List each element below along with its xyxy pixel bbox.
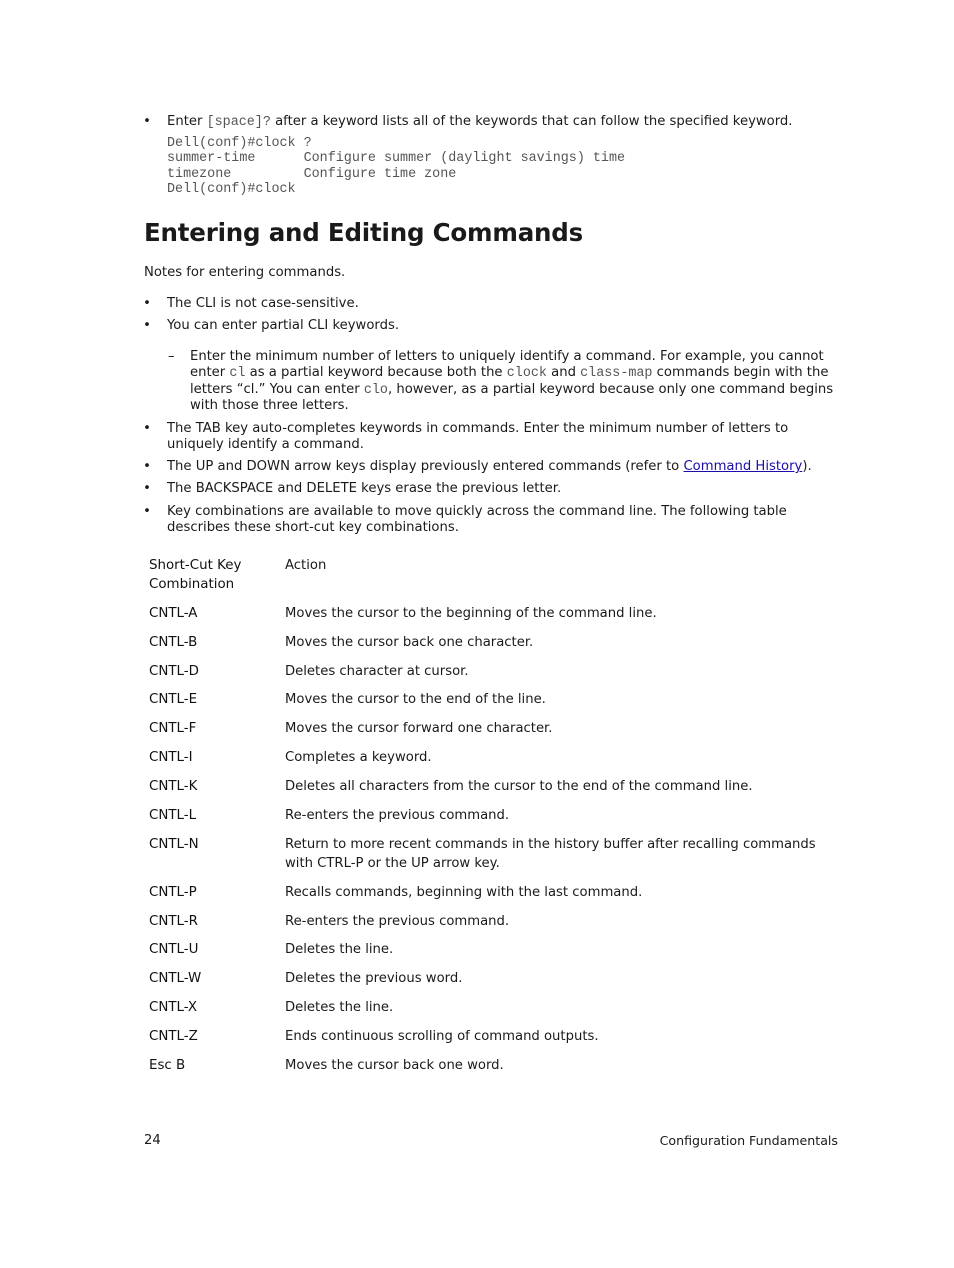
command-history-link[interactable]: Command History	[683, 459, 803, 474]
bullet-case: The CLI is not case-sensitive.	[167, 296, 359, 311]
row-action: Moves the cursor to the beginning of the command line.	[285, 606, 657, 621]
bullet-dot: •	[143, 421, 151, 436]
text: letters “cl.” You can enter	[190, 382, 364, 397]
row-action: Moves the cursor back one character.	[285, 635, 534, 650]
row-key: CNTL-E	[149, 692, 198, 707]
bullet-dot: •	[143, 459, 151, 474]
intro-bullet-text	[167, 114, 792, 131]
row-action: Moves the cursor forward one character.	[285, 721, 553, 736]
inline-code: clock	[506, 366, 547, 381]
sub-line-2	[190, 365, 828, 382]
text: as a partial keyword because both the	[245, 365, 507, 380]
code-line: Dell(conf)#clock	[167, 182, 296, 197]
bullet-keycombo-2: describes these short-cut key combinations.	[167, 520, 459, 535]
bullet-backspace: The BACKSPACE and DELETE keys erase the previous letter.	[167, 481, 562, 496]
row-key: CNTL-L	[149, 808, 197, 823]
bullet-dot: •	[143, 114, 151, 129]
sub-line-1: Enter the minimum number of letters to uniquely identify a command. For example, you cannot	[190, 349, 824, 364]
row-key: Esc B	[149, 1058, 186, 1073]
bullet-updown	[167, 459, 812, 475]
bullet-dot: •	[143, 296, 151, 311]
inline-code: cl	[229, 366, 246, 381]
row-key: CNTL-P	[149, 885, 197, 900]
row-key: CNTL-Z	[149, 1029, 198, 1044]
row-action: Recalls commands, beginning with the last command.	[285, 885, 643, 900]
row-action: Moves the cursor back one word.	[285, 1058, 504, 1073]
row-key: CNTL-D	[149, 664, 199, 679]
bullet-tab-1: The TAB key auto-completes keywords in commands. Enter the minimum number of letters to	[167, 421, 789, 436]
row-action: Deletes the line.	[285, 942, 394, 957]
row-key: CNTL-A	[149, 606, 198, 621]
text: and	[546, 365, 581, 380]
intro-code: [space]?	[206, 115, 271, 130]
inline-code: clo	[363, 383, 388, 398]
row-action: Return to more recent commands in the history buffer after recalling commands with CTRL-P or the UP arrow key.	[285, 837, 816, 871]
header-key-line: Combination	[149, 577, 235, 592]
section-heading: Entering and Editing Commands	[144, 218, 583, 247]
bullet-dot: •	[143, 481, 151, 496]
text: , however, as a partial keyword because only one command begins	[387, 382, 834, 397]
text: The UP and DOWN arrow keys display previously entered commands (refer to	[167, 459, 684, 474]
row-action: Re-enters the previous command.	[285, 914, 510, 929]
dash-marker: –	[168, 349, 175, 364]
intro-text-pre: Enter	[167, 114, 207, 129]
header-action: Action	[285, 558, 327, 573]
code-line: Dell(conf)#clock ?	[167, 136, 312, 151]
notes-intro: Notes for entering commands.	[144, 265, 346, 280]
row-action: Completes a keyword.	[285, 750, 432, 765]
row-action: Deletes the previous word.	[285, 971, 463, 986]
row-key: CNTL-B	[149, 635, 198, 650]
row-key: CNTL-W	[149, 971, 202, 986]
bullet-keycombo-1: Key combinations are available to move quickly across the command line. The following table	[167, 504, 787, 519]
bullet-dot: •	[143, 504, 151, 519]
header-key-line: Short-Cut Key	[149, 558, 242, 573]
row-action: Deletes all characters from the cursor to the end of the command line.	[285, 779, 753, 794]
footer-section-title: Configuration Fundamentals	[659, 1133, 838, 1148]
row-action: Moves the cursor to the end of the line.	[285, 692, 546, 707]
code-line: summer-time Configure summer (daylight savings) time	[167, 151, 626, 166]
sub-line-4: with those three letters.	[190, 398, 349, 413]
text: enter	[190, 365, 230, 380]
header-key	[149, 556, 241, 594]
text: commands begin with the	[652, 365, 829, 380]
code-line: timezone Configure time zone	[167, 167, 457, 182]
row-key: CNTL-K	[149, 779, 198, 794]
sub-line-3	[190, 382, 833, 399]
row-key: CNTL-N	[149, 837, 199, 852]
bullet-partial: You can enter partial CLI keywords.	[167, 318, 400, 333]
row-key: CNTL-U	[149, 942, 199, 957]
row-key: CNTL-X	[149, 1000, 198, 1015]
inline-code: class-map	[580, 366, 653, 381]
row-key: CNTL-F	[149, 721, 197, 736]
intro-text-post: after a keyword lists all of the keywords that can follow the specified keyword.	[270, 114, 793, 129]
bullet-tab-2: uniquely identify a command.	[167, 437, 364, 452]
text: ).	[802, 459, 812, 474]
page-number: 24	[144, 1133, 161, 1148]
bullet-dot: •	[143, 318, 151, 333]
row-action: Ends continuous scrolling of command outputs.	[285, 1029, 599, 1044]
row-action: Re-enters the previous command.	[285, 808, 510, 823]
row-action: Deletes character at cursor.	[285, 664, 469, 679]
row-key: CNTL-R	[149, 914, 198, 929]
row-action: Deletes the line.	[285, 1000, 394, 1015]
row-key: CNTL-I	[149, 750, 193, 765]
